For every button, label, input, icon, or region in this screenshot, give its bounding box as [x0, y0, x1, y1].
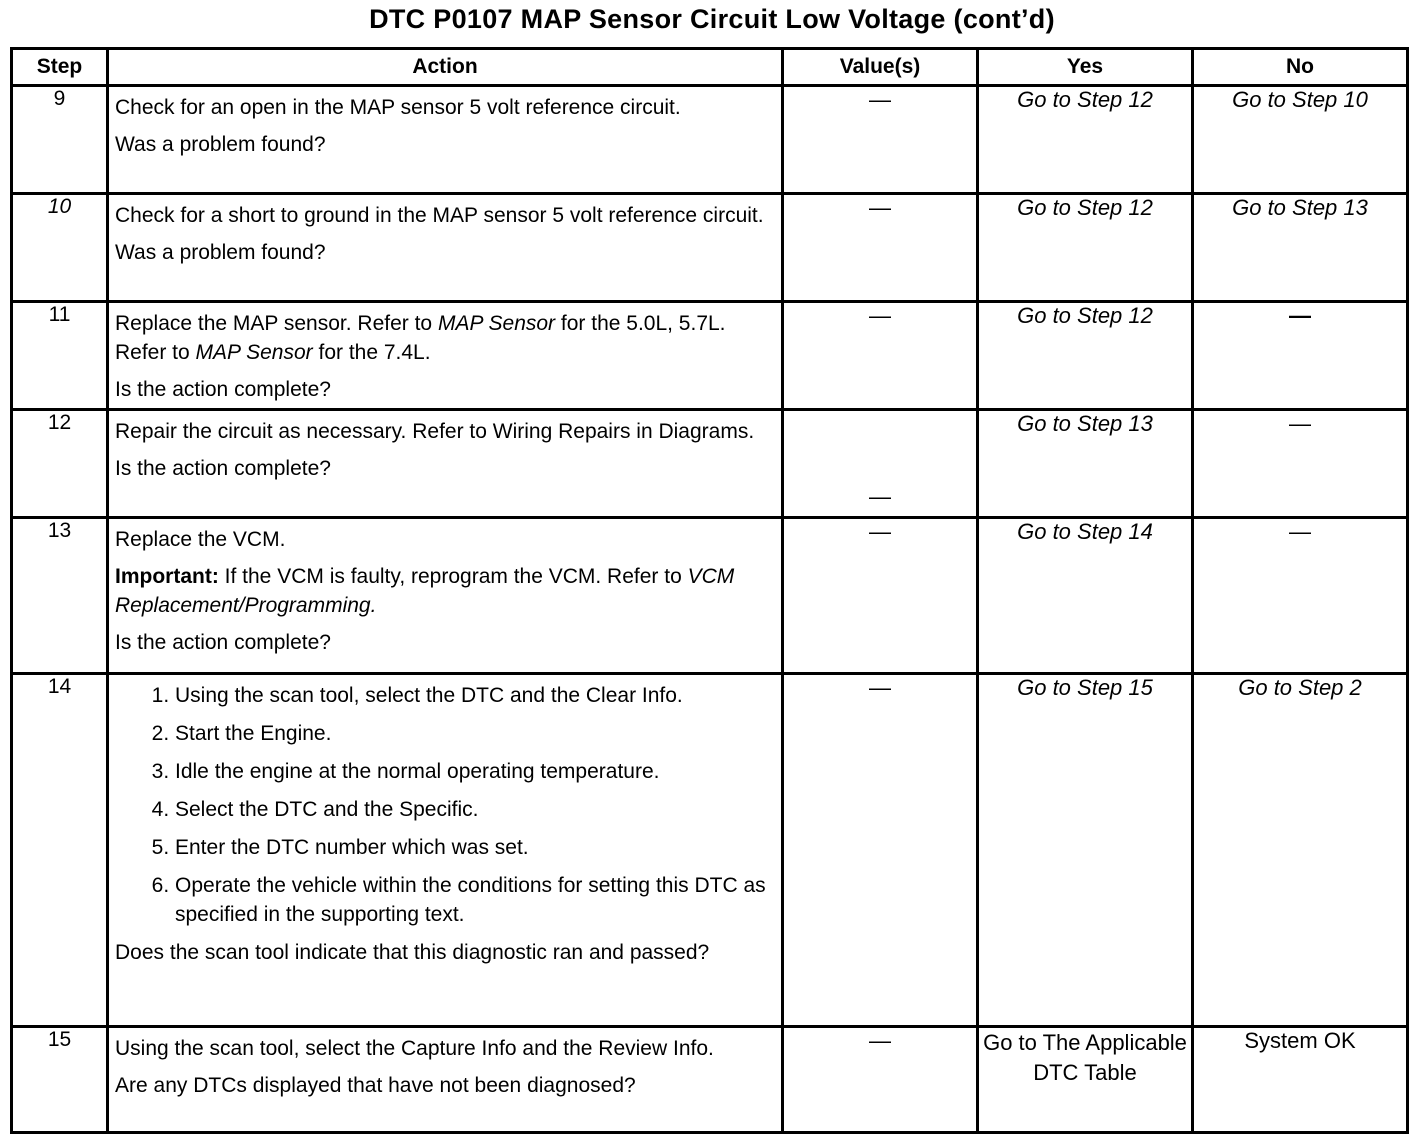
value-cell: — — [783, 194, 978, 302]
action-text: Check for an open in the MAP sensor 5 volt reference circuit. — [115, 96, 681, 119]
action-question: Are any DTCs displayed that have not been diagnosed? — [115, 1074, 636, 1097]
step-number: 15 — [12, 1027, 108, 1133]
header-action: Action — [108, 49, 783, 86]
list-item: 6. Operate the vehicle within the conditions for setting this DTC as specified in the supporting text. — [175, 871, 775, 929]
list-item: 1. Using the scan tool, select the DTC and the Clear Info. — [175, 681, 775, 710]
reference-link: MAP Sensor — [437, 312, 556, 335]
list-item: 4. Select the DTC and the Specific. — [175, 795, 775, 824]
procedure-list — [115, 681, 775, 929]
yes-result: Go to Step 15 — [978, 674, 1193, 1027]
action-question: Was a problem found? — [115, 133, 326, 156]
step-number: 14 — [12, 674, 108, 1027]
value-cell: — — [783, 518, 978, 674]
no-result: System OK — [1193, 1027, 1408, 1133]
table-row — [12, 86, 1408, 194]
value-cell: — — [783, 410, 978, 518]
list-item: 3. Idle the engine at the normal operating temperature. — [175, 757, 775, 786]
action-text: Using the scan tool, select the Capture Info and the Review Info. — [115, 1037, 714, 1060]
action-cell — [108, 86, 783, 194]
no-result: Go to Step 10 — [1193, 86, 1408, 194]
table-row — [12, 302, 1408, 410]
action-text: Replace the MAP sensor. Refer to MAP Sensor for the 5.0L, 5.7L. Refer to MAP Sensor for the 7.4L. — [115, 312, 726, 364]
header-no: No — [1193, 49, 1408, 86]
yes-result: Go to Step 13 — [978, 410, 1193, 518]
step-number: 9 — [12, 86, 108, 194]
action-question: Is the action complete? — [115, 378, 331, 401]
value-cell: — — [783, 302, 978, 410]
no-result: — — [1193, 410, 1408, 518]
action-text: Check for a short to ground in the MAP sensor 5 volt reference circuit. — [115, 204, 764, 227]
dtc-table — [10, 47, 1409, 1134]
step-number: 10 — [12, 194, 108, 302]
yes-result: Go to Step 12 — [978, 86, 1193, 194]
step-number: 11 — [12, 302, 108, 410]
action-cell — [108, 518, 783, 674]
yes-result: Go to Step 12 — [978, 302, 1193, 410]
no-result: Go to Step 13 — [1193, 194, 1408, 302]
header-step: Step — [12, 49, 108, 86]
step-number: 12 — [12, 410, 108, 518]
value-cell: — — [783, 86, 978, 194]
no-result: — — [1193, 518, 1408, 674]
action-question: Was a problem found? — [115, 241, 326, 264]
table-row — [12, 1027, 1408, 1133]
yes-result: Go to The Applicable DTC Table — [978, 1027, 1193, 1133]
action-cell — [108, 194, 783, 302]
action-cell — [108, 1027, 783, 1133]
important-note: Important: If the VCM is faulty, reprogram the VCM. Refer to VCM Replacement/Programming. — [115, 565, 735, 617]
reference-link: VCM Replacement/Programming. — [115, 565, 735, 617]
table-row — [12, 674, 1408, 1027]
page-title: DTC P0107 MAP Sensor Circuit Low Voltage (cont’d) — [369, 4, 1055, 34]
yes-result: Go to Step 12 — [978, 194, 1193, 302]
action-text: Repair the circuit as necessary. Refer to Wiring Repairs in Diagrams. — [115, 420, 755, 443]
table-row — [12, 410, 1408, 518]
header-values: Value(s) — [783, 49, 978, 86]
action-question: Does the scan tool indicate that this diagnostic ran and passed? — [115, 941, 710, 964]
action-text: Replace the VCM. — [115, 528, 286, 551]
action-cell — [108, 674, 783, 1027]
yes-result: Go to Step 14 — [978, 518, 1193, 674]
step-number: 13 — [12, 518, 108, 674]
table-row — [12, 518, 1408, 674]
header-yes: Yes — [978, 49, 1193, 86]
reference-link: MAP Sensor — [195, 341, 313, 364]
action-cell — [108, 302, 783, 410]
action-cell — [108, 410, 783, 518]
action-question: Is the action complete? — [115, 457, 331, 480]
table-header-row — [12, 49, 1408, 86]
value-cell: — — [783, 674, 978, 1027]
list-item: 5. Enter the DTC number which was set. — [175, 833, 775, 862]
table-row — [12, 194, 1408, 302]
no-result: Go to Step 2 — [1193, 674, 1408, 1027]
value-cell: — — [783, 1027, 978, 1133]
action-question: Is the action complete? — [115, 631, 331, 654]
no-result: — — [1193, 302, 1408, 410]
list-item: 2. Start the Engine. — [175, 719, 775, 748]
